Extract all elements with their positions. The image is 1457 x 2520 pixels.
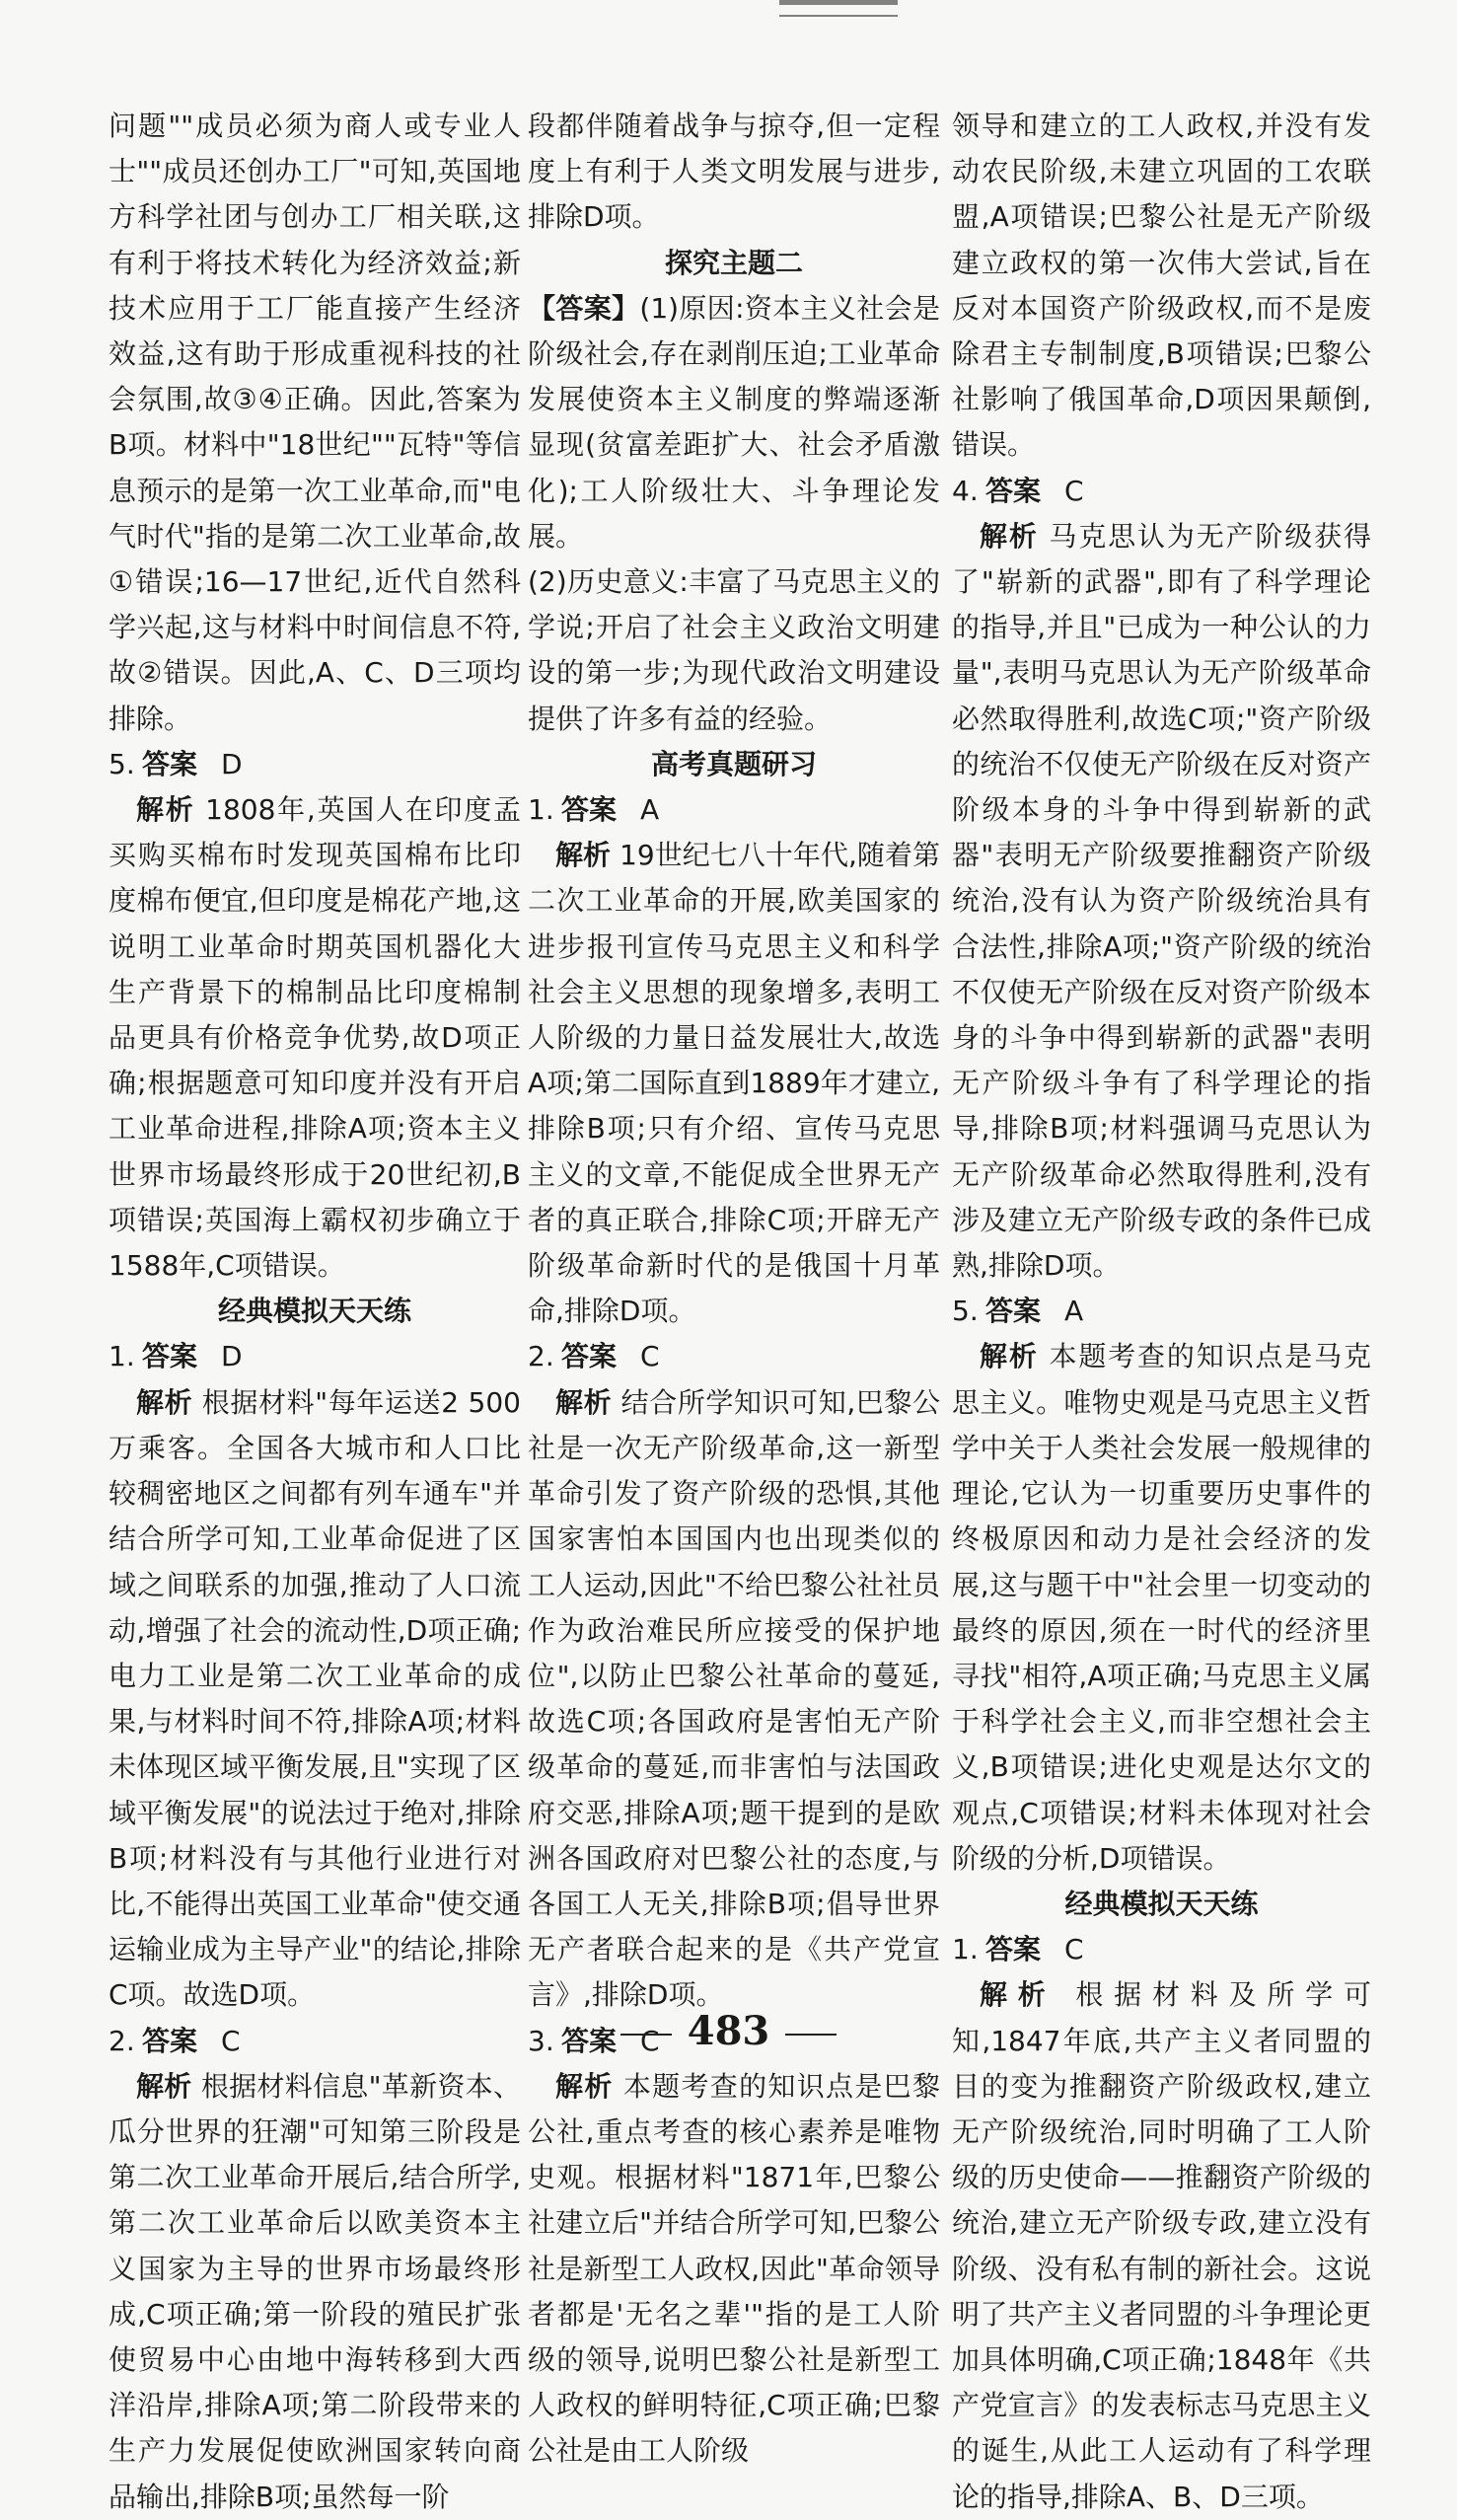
analysis bbox=[952, 1334, 1371, 1881]
analysis bbox=[952, 1972, 1371, 2519]
answer-line bbox=[952, 469, 1371, 514]
answer-label: 答案 bbox=[985, 1295, 1042, 1328]
theme-answer bbox=[528, 286, 940, 559]
analysis bbox=[952, 514, 1371, 1289]
analysis bbox=[528, 1380, 940, 2019]
analysis bbox=[528, 833, 940, 1334]
analysis-label: 解析 bbox=[980, 1978, 1056, 2012]
top-decoration bbox=[779, 0, 898, 17]
analysis-text: 马克思认为无产阶级获得了"崭新的武器",即有了科学理论的指导,并且"已成为一种公认的力量",表明马克思认为无产阶级革命必然取得胜利,故选C项;"资产阶级的统治不仅使无产阶级在反对资产阶级本身的斗争中得到崭新的武器"表明无产阶级要推翻资产阶级统治,没有认为资产阶级统治具有合法性,排除A项;"资产阶级的统治不仅使无产阶级在反对资产阶级本身的斗争中得到崭新的武器"表明无产阶级斗争有了科学理论的指导,排除B项;材料强调马克思认为无产阶级革命必然取得胜利,没有涉及建立无产阶级专政的条件已成熟,排除D项。 bbox=[952, 519, 1371, 1283]
analysis-text: 根据材料信息"革新资本、瓜分世界的狂潮"可知第三阶段是第二次工业革命开展后,结合所学,第二次工业革命后以欧美资本主义国家为主导的世界市场最终形成,C项正确;第一阶段的殖民扩张使贸易中心由地中海转移到大西洋沿岸,排除A项;第二阶段带来的生产力发展促使欧洲国家转向商品输出,排除B项;虽然每一阶 bbox=[109, 2069, 521, 2513]
answer-line bbox=[528, 1334, 940, 1379]
answer-letter: C bbox=[640, 1340, 660, 1373]
analysis bbox=[109, 787, 521, 1289]
section-heading: 探究主题二 bbox=[664, 246, 803, 279]
divider bbox=[620, 2034, 672, 2036]
paragraph: 领导和建立的工人政权,并没有发动农民阶级,未建立巩固的工农联盟,A项错误;巴黎公社是无产阶级建立政权的第一次伟大尝试,旨在反对本国资产阶级政权,而不是废除君主专制制度,B项错误;巴黎公社影响了俄国革命,D项因果颠倒,错误。 bbox=[952, 110, 1371, 462]
column-2 bbox=[528, 104, 940, 2475]
answer-letter: A bbox=[1064, 1295, 1084, 1328]
column-3 bbox=[952, 104, 1371, 2520]
theme-answer: (2)历史意义:丰富了马克思主义的学说;开启了社会主义政治文明建设的第一步;为现代政治文明建设提供了许多有益的经验。 bbox=[528, 565, 940, 735]
answer-label: 答案 bbox=[985, 1933, 1042, 1966]
analysis bbox=[528, 2064, 940, 2475]
answer-text: (1)原因:资本主义社会是阶级社会,存在剥削压迫;工业革命发展使资本主义制度的弊端逐渐显现(贫富差距扩大、社会矛盾激化);工人阶级壮大、斗争理论发展。 bbox=[528, 291, 940, 553]
question-number: 1. bbox=[528, 793, 554, 827]
question-number: 5. bbox=[109, 747, 135, 780]
answer-letter: D bbox=[221, 747, 243, 780]
answer-label: 【答案】 bbox=[528, 291, 640, 325]
answer-line bbox=[528, 787, 940, 833]
page-number bbox=[0, 2008, 1457, 2054]
answer-label: 答案 bbox=[561, 1340, 618, 1373]
page-number-text: 483 bbox=[687, 2008, 770, 2054]
analysis-text: 本题考查的知识点是巴黎公社,重点考查的核心素养是唯物史观。根据材料"1871年,巴黎公社建立后"并结合所学可知,巴黎公社是新型工人政权,因此"革命领导者都是'无名之辈'"指的是工人阶级的领导,说明巴黎公社是新型工人政权的鲜明特征,C项正确;巴黎公社是由工人阶级 bbox=[528, 2069, 940, 2468]
answer-letter: C bbox=[221, 2024, 241, 2057]
question-number: 1. bbox=[952, 1933, 979, 1966]
analysis-text: 根据材料及所学可知,1847年底,共产主义者同盟的目的变为推翻资产阶级政权,建立无产阶级统治,同时明确了工人阶级的历史使命——推翻资产阶级的统治,建立无产阶级专政,建立没有阶级、没有私有制的新社会。这说明了共产主义者同盟的斗争理论更加具体明确,C项正确;1848年《共产党宣言》的发表标志马克思主义的诞生,从此工人运动有了科学理论的指导,排除A、B、D三项。 bbox=[952, 1978, 1371, 2513]
answer-letter: C bbox=[640, 2024, 660, 2057]
paragraph: 段都伴随着战争与掠夺,但一定程度上有利于人类文明发展与进步,排除D项。 bbox=[528, 110, 940, 234]
analysis-label: 解析 bbox=[980, 519, 1039, 553]
analysis-label: 解析 bbox=[136, 793, 195, 827]
question-number: 5. bbox=[952, 1295, 979, 1328]
answer-letter: C bbox=[1064, 1933, 1084, 1966]
answer-line bbox=[109, 1334, 521, 1379]
analysis-text: 根据材料"每年运送2 500万乘客。全国各大城市和人口比较稠密地区之间都有列车通车"并结合所学可知,工业革命促进了区域之间联系的加强,推动了人口流动,增强了社会的流动性,D项正确;电力工业是第二次工业革命的成果,与材料时间不符,排除A项;材料未体现区域平衡发展,且"实现了区域平衡发展"的说法过于绝对,排除B项;材料没有与其他行业进行对比,不能得出英国工业革命"使交通运输业成为主导产业"的结论,排除C项。故选D项。 bbox=[109, 1385, 521, 2012]
paragraph: 问题""成员必须为商人或专业人士""成员还创办工厂"可知,英国地方科学社团与创办工厂相关联,这有利于将技术转化为经济效益;新技术应用于工厂能直接产生经济效益,这有助于形成重视科技的社会氛围,故③④正确。因此,答案为B项。材料中"18世纪""瓦特"等信息预示的是第一次工业革命,而"电气时代"指的是第二次工业革命,故①错误;16—17世纪,近代自然科学兴起,这与材料中时间信息不符,故②错误。因此,A、C、D三项均排除。 bbox=[109, 110, 521, 735]
analysis-text: 本题考查的知识点是马克思主义。唯物史观是马克思主义哲学中关于人类社会发展一般规律的理论,它认为一切重要历史事件的终极原因和动力是社会经济的发展,这与题干中"社会里一切变动的最终的原因,须在一时代的经济里寻找"相符,A项正确;马克思主义属于科学社会主义,而非空想社会主义,B项错误;进化史观是达尔文的观点,C项错误;材料未体现对社会阶级的分析,D项错误。 bbox=[952, 1340, 1371, 1875]
answer-label: 答案 bbox=[985, 474, 1042, 507]
question-number: 2. bbox=[109, 2024, 135, 2057]
answer-label: 答案 bbox=[561, 2024, 618, 2057]
analysis-text: 1808年,英国人在印度孟买购买棉布时发现英国棉布比印度棉布便宜,但印度是棉花产地,这说明工业革命时期英国机器化大生产背景下的棉制品比印度棉制品更具有价格竞争优势,故D项正确;根据题意可知印度并没有开启工业革命进程,排除A项;资本主义世界市场最终形成于20世纪初,B项错误;英国海上霸权初步确立于1588年,C项错误。 bbox=[109, 793, 521, 1283]
analysis-label: 解析 bbox=[980, 1340, 1039, 1373]
answer-line bbox=[952, 1289, 1371, 1334]
answer-letter: D bbox=[221, 1340, 243, 1373]
answer-label: 答案 bbox=[561, 793, 618, 827]
answer-line bbox=[109, 742, 521, 787]
answer-letter: C bbox=[1064, 474, 1084, 507]
answer-label: 答案 bbox=[142, 1340, 198, 1373]
section-heading: 经典模拟天天练 bbox=[217, 1295, 411, 1328]
question-number: 2. bbox=[528, 1340, 554, 1373]
analysis bbox=[109, 1380, 521, 2019]
divider bbox=[785, 2034, 837, 2036]
answer-line bbox=[952, 1927, 1371, 1972]
analysis-label: 解析 bbox=[555, 1385, 613, 1419]
section-heading: 高考真题研习 bbox=[650, 747, 817, 780]
analysis-text: 结合所学知识可知,巴黎公社是一次无产阶级革命,这一新型革命引发了资产阶级的恐惧,其他国家害怕本国国内也出现类似的工人运动,因此"不给巴黎公社社员作为政治难民所应接受的保护地位",以防止巴黎公社革命的蔓延,故选C项;各国政府是害怕无产阶级革命的蔓延,而非害怕与法国政府交恶,排除A项;题干提到的是欧洲各国政府对巴黎公社的态度,与各国工人无关,排除B项;倡导世界无产者联合起来的是《共产党宣言》,排除D项。 bbox=[528, 1385, 940, 2012]
analysis bbox=[109, 2064, 521, 2520]
question-number: 4. bbox=[952, 474, 979, 507]
analysis-text: 19世纪七八十年代,随着第二次工业革命的开展,欧美国家的进步报刊宣传马克思主义和科学社会主义思想的现象增多,表明工人阶级的力量日益发展壮大,故选A项;第二国际直到1889年才建立,排除B项;只有介绍、宣传马克思主义的文章,不能促成全世界无产者的真正联合,排除C项;开辟无产阶级革命新时代的是俄国十月革命,排除D项。 bbox=[528, 839, 941, 1328]
column-1 bbox=[109, 104, 521, 2520]
answer-label: 答案 bbox=[142, 747, 198, 780]
analysis-label: 解析 bbox=[555, 839, 612, 872]
question-number: 3. bbox=[528, 2024, 554, 2057]
analysis-label: 解析 bbox=[555, 2069, 614, 2103]
question-number: 1. bbox=[109, 1340, 135, 1373]
section-heading: 经典模拟天天练 bbox=[1064, 1887, 1259, 1920]
analysis-label: 解析 bbox=[136, 2069, 192, 2103]
analysis-label: 解析 bbox=[136, 1385, 193, 1419]
answer-letter: A bbox=[640, 793, 660, 827]
answer-label: 答案 bbox=[142, 2024, 198, 2057]
